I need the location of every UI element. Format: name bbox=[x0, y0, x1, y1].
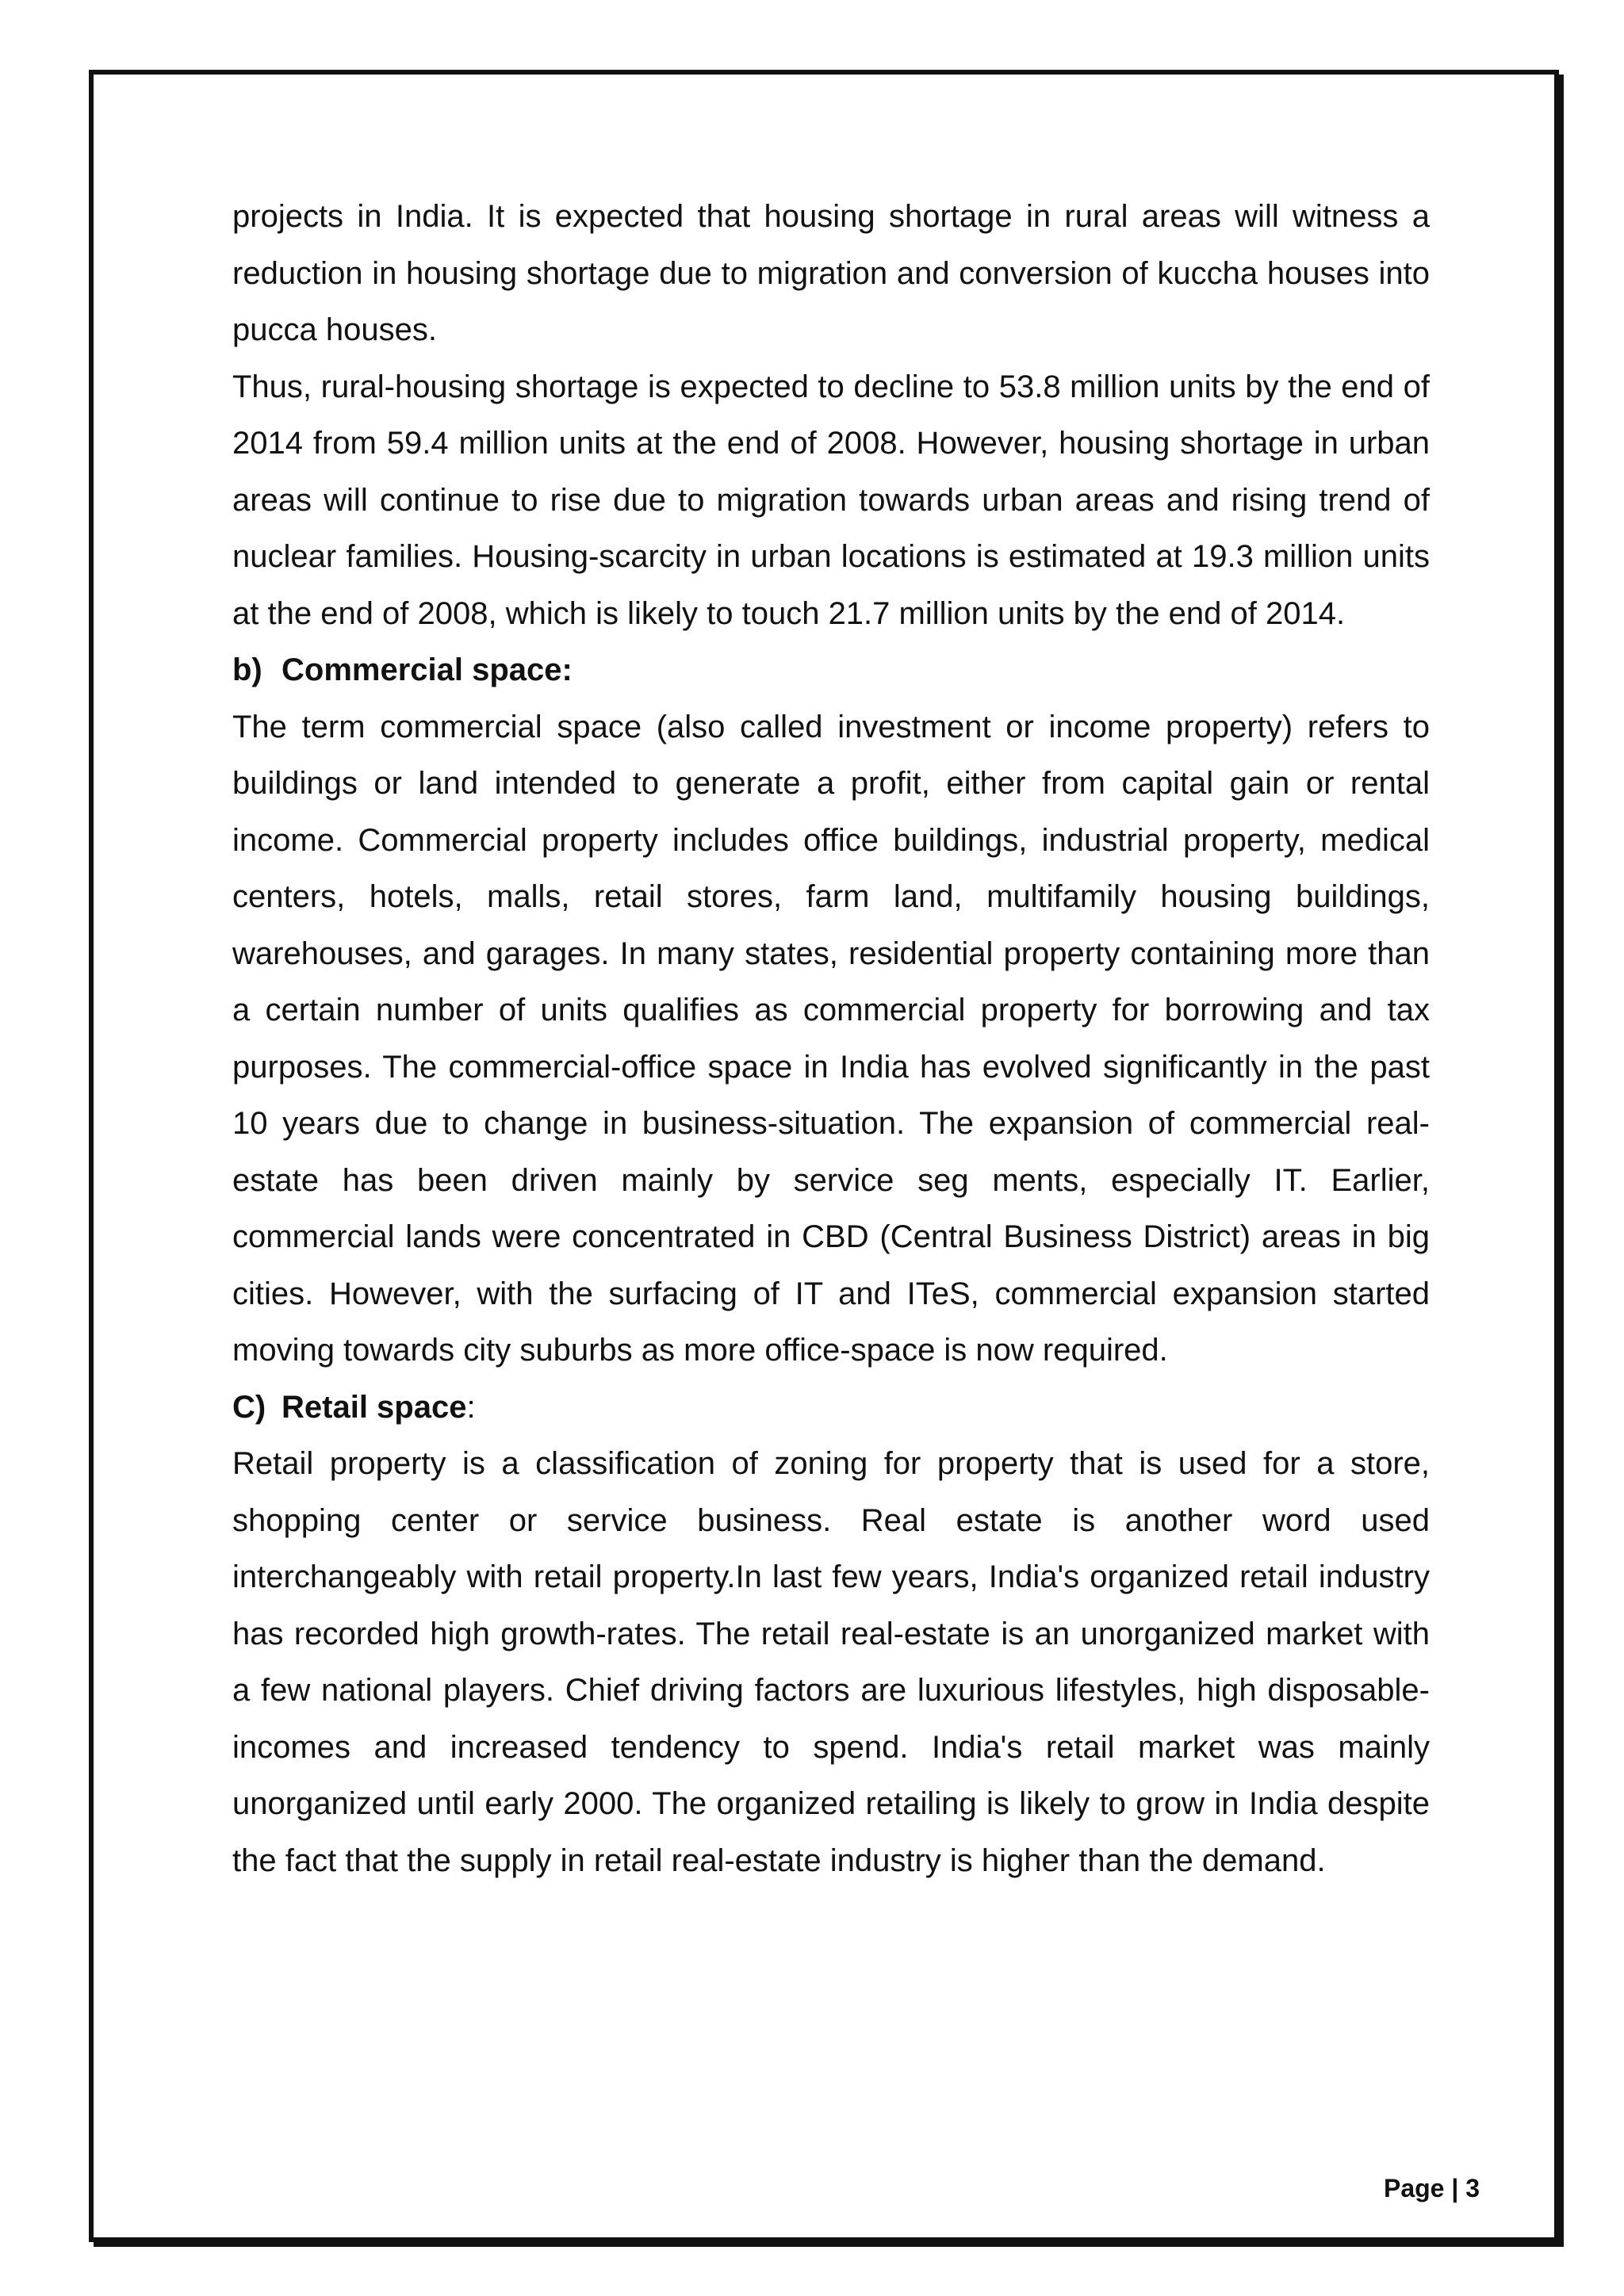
intro-paragraph-1: projects in India. It is expected that housing shortage in rural areas will witness a reduction in housing shortage due to migration and conversion of kuccha houses into pucca houses. bbox=[232, 199, 1430, 347]
section-c-title-suffix: : bbox=[466, 1389, 476, 1425]
section-c-title: Retail space bbox=[282, 1389, 467, 1425]
document-body bbox=[232, 189, 1430, 1889]
intro-paragraph-2: Thus, rural-housing shortage is expected to decline to 53.8 million units by the end of 2014 from 59.4 million units at the end of 2008. However, housing shortage in urban areas will continue to rise due to migration towards urban areas and rising trend of nuclear families. Housing-scarcity in urban locations is estimated at 19.3 million units at the end of 2008, which is likely to touch 21.7 million units by the end of 2014. bbox=[232, 369, 1430, 631]
section-c-body: Retail property is a classification of zoning for property that is used for a store, shopping center or service business. Real estate is another word used interchangeably with retail property.In last few years, India's organized retail industry has recorded high growth-rates. The retail real-estate is an unorganized market with a few national players. Chief driving factors are luxurious lifestyles, high disposable-incomes and increased tendency to spend. India's retail market was mainly unorganized until early 2000. The organized retailing is likely to grow in India despite the fact that the supply in retail real-estate industry is higher than the demand. bbox=[232, 1446, 1430, 1878]
section-b-body: The term commercial space (also called investment or income property) refers to buildings or land intended to generate a profit, either from capital gain or rental income. Commercial property includes office buildings, industrial property, medical centers, hotels, malls, retail stores, farm land, multifamily housing buildings, warehouses, and garages. In many states, residential property containing more than a certain number of units qualifies as commercial property for borrowing and tax purposes. The commercial-office space in India has evolved significantly in the past 10 years due to change in business-situation. The expansion of commercial real-estate has been driven mainly by service seg ments, especially IT. Earlier, commercial lands were concentrated in CBD (Central Business District) areas in big cities. However, with the surfacing of IT and ITeS, commercial expansion started moving towards city suburbs as more office-space is now required. bbox=[232, 709, 1430, 1368]
section-c-marker: C) bbox=[232, 1389, 266, 1425]
page-number: Page | 3 bbox=[1383, 2174, 1480, 2202]
section-b-marker: b) bbox=[232, 652, 262, 687]
section-c-heading bbox=[232, 1380, 1430, 1437]
section-b-title: Commercial space: bbox=[282, 652, 573, 687]
section-b-heading bbox=[232, 642, 1430, 699]
